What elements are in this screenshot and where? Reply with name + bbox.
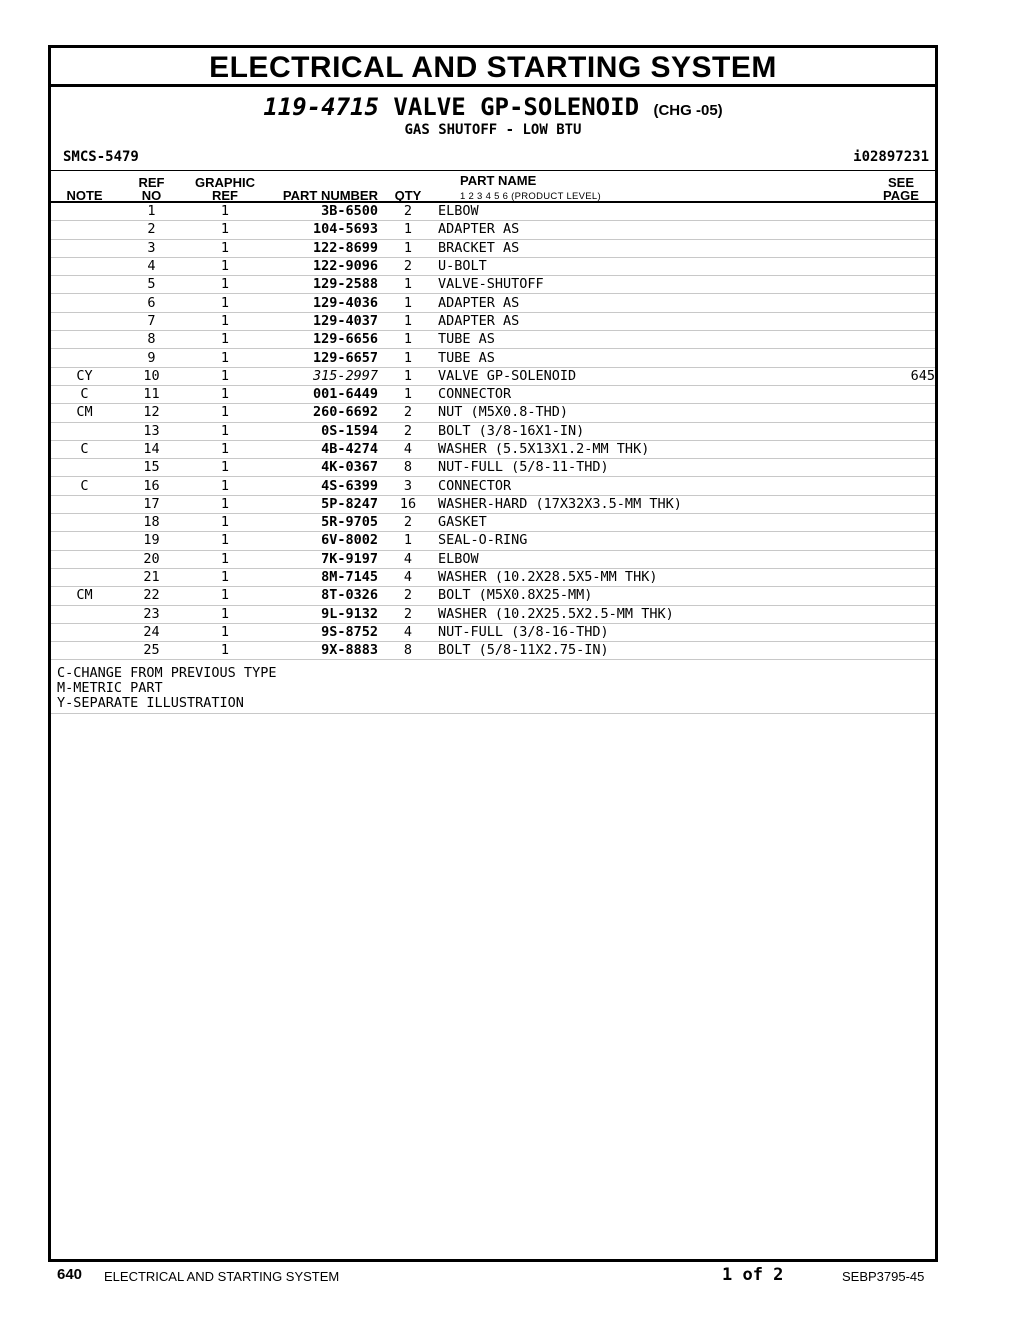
cell-qty: 2 bbox=[378, 587, 438, 605]
cell-part-number: 9X-8883 bbox=[265, 642, 378, 660]
cell-note bbox=[51, 294, 118, 312]
section-title: ELECTRICAL AND STARTING SYSTEM bbox=[51, 48, 935, 87]
cell-qty: 1 bbox=[378, 331, 438, 349]
cell-graphic-ref: 1 bbox=[185, 477, 265, 495]
table-row bbox=[51, 623, 935, 641]
table-row bbox=[51, 550, 935, 568]
table-row bbox=[51, 203, 935, 221]
table-row bbox=[51, 385, 935, 403]
cell-qty: 1 bbox=[378, 385, 438, 403]
table-row bbox=[51, 477, 935, 495]
cell-part-number: 129-4037 bbox=[265, 312, 378, 330]
cell-see-page bbox=[853, 349, 935, 367]
product-levels: 1 2 3 4 5 6 (PRODUCT LEVEL) bbox=[460, 191, 601, 202]
cell-note bbox=[51, 459, 118, 477]
cell-ref-no: 3 bbox=[118, 239, 185, 257]
cell-qty: 2 bbox=[378, 203, 438, 221]
cell-graphic-ref: 1 bbox=[185, 276, 265, 294]
cell-qty: 2 bbox=[378, 422, 438, 440]
cell-graphic-ref: 1 bbox=[185, 422, 265, 440]
group-name: VALVE GP-SOLENOID bbox=[393, 93, 640, 121]
col-ref-top: REF bbox=[138, 175, 165, 190]
col-graphic-bottom: REF bbox=[212, 188, 238, 203]
cell-qty: 4 bbox=[378, 440, 438, 458]
cell-graphic-ref: 1 bbox=[185, 203, 265, 221]
cell-qty: 1 bbox=[378, 532, 438, 550]
cell-note bbox=[51, 349, 118, 367]
cell-note bbox=[51, 331, 118, 349]
cell-part-number: 5R-9705 bbox=[265, 514, 378, 532]
cell-graphic-ref: 1 bbox=[185, 294, 265, 312]
cell-see-page bbox=[853, 312, 935, 330]
cell-part-number: 001-6449 bbox=[265, 385, 378, 403]
cell-ref-no: 13 bbox=[118, 422, 185, 440]
cell-note bbox=[51, 550, 118, 568]
cell-qty: 1 bbox=[378, 276, 438, 294]
table-row bbox=[51, 642, 935, 660]
cell-graphic-ref: 1 bbox=[185, 257, 265, 275]
cell-graphic-ref: 1 bbox=[185, 385, 265, 403]
cell-part-number: 129-6657 bbox=[265, 349, 378, 367]
cell-part-name: WASHER (5.5X13X1.2-MM THK) bbox=[438, 440, 853, 458]
cell-ref-no: 16 bbox=[118, 477, 185, 495]
cell-part-name: WASHER (10.2X25.5X2.5-MM THK) bbox=[438, 605, 853, 623]
cell-note bbox=[51, 495, 118, 513]
table-row bbox=[51, 221, 935, 239]
cell-note bbox=[51, 239, 118, 257]
note-separate-illustration: Y-SEPARATE ILLUSTRATION bbox=[57, 695, 244, 711]
cell-part-name: BOLT (M5X0.8X25-MM) bbox=[438, 587, 853, 605]
cell-graphic-ref: 1 bbox=[185, 331, 265, 349]
cell-qty: 2 bbox=[378, 257, 438, 275]
cell-ref-no: 8 bbox=[118, 331, 185, 349]
cell-part-name: ADAPTER AS bbox=[438, 221, 853, 239]
col-part-name: PART NAME bbox=[460, 173, 537, 188]
cell-qty: 3 bbox=[378, 477, 438, 495]
cell-part-name: ELBOW bbox=[438, 203, 853, 221]
cell-note bbox=[51, 514, 118, 532]
table-row bbox=[51, 568, 935, 586]
table-row bbox=[51, 294, 935, 312]
cell-part-number: 129-2588 bbox=[265, 276, 378, 294]
cell-part-name: NUT-FULL (3/8-16-THD) bbox=[438, 623, 853, 641]
cell-ref-no: 17 bbox=[118, 495, 185, 513]
cell-part-name: ADAPTER AS bbox=[438, 294, 853, 312]
cell-qty: 1 bbox=[378, 367, 438, 385]
cell-part-number: 122-8699 bbox=[265, 239, 378, 257]
cell-see-page bbox=[853, 495, 935, 513]
cell-part-number: 104-5693 bbox=[265, 221, 378, 239]
cell-qty: 1 bbox=[378, 221, 438, 239]
col-see-top: SEE bbox=[887, 175, 914, 190]
cell-part-name: BOLT (5/8-11X2.75-IN) bbox=[438, 642, 853, 660]
cell-part-number: 5P-8247 bbox=[265, 495, 378, 513]
cell-part-name: BOLT (3/8-16X1-IN) bbox=[438, 422, 853, 440]
footer-page-number: 640 bbox=[57, 1266, 83, 1283]
table-row bbox=[51, 514, 935, 532]
cell-qty: 2 bbox=[378, 605, 438, 623]
cell-see-page bbox=[853, 477, 935, 495]
cell-see-page bbox=[853, 587, 935, 605]
cell-qty: 4 bbox=[378, 623, 438, 641]
cell-ref-no: 15 bbox=[118, 459, 185, 477]
smcs-code: SMCS-5479 bbox=[63, 149, 139, 165]
cell-see-page bbox=[853, 642, 935, 660]
table-row bbox=[51, 605, 935, 623]
cell-part-number: 260-6692 bbox=[265, 404, 378, 422]
cell-part-name: TUBE AS bbox=[438, 331, 853, 349]
cell-ref-no: 22 bbox=[118, 587, 185, 605]
cell-graphic-ref: 1 bbox=[185, 404, 265, 422]
cell-ref-no: 18 bbox=[118, 514, 185, 532]
cell-graphic-ref: 1 bbox=[185, 312, 265, 330]
table-row bbox=[51, 459, 935, 477]
table-row bbox=[51, 349, 935, 367]
cell-note bbox=[51, 203, 118, 221]
cell-ref-no: 24 bbox=[118, 623, 185, 641]
cell-note: CM bbox=[51, 587, 118, 605]
cell-graphic-ref: 1 bbox=[185, 495, 265, 513]
cell-graphic-ref: 1 bbox=[185, 623, 265, 641]
col-graphic-top: GRAPHIC bbox=[195, 175, 255, 190]
cell-note bbox=[51, 276, 118, 294]
cell-see-page bbox=[853, 459, 935, 477]
cell-graphic-ref: 1 bbox=[185, 349, 265, 367]
cell-part-name: U-BOLT bbox=[438, 257, 853, 275]
table-row bbox=[51, 495, 935, 513]
cell-graphic-ref: 1 bbox=[185, 532, 265, 550]
cell-ref-no: 5 bbox=[118, 276, 185, 294]
cell-qty: 4 bbox=[378, 568, 438, 586]
cell-part-name: NUT-FULL (5/8-11-THD) bbox=[438, 459, 853, 477]
cell-graphic-ref: 1 bbox=[185, 239, 265, 257]
table-row bbox=[51, 239, 935, 257]
cell-part-name: NUT (M5X0.8-THD) bbox=[438, 404, 853, 422]
cell-graphic-ref: 1 bbox=[185, 587, 265, 605]
cell-see-page bbox=[853, 257, 935, 275]
cell-qty: 2 bbox=[378, 404, 438, 422]
cell-part-number: 4S-6399 bbox=[265, 477, 378, 495]
cell-ref-no: 7 bbox=[118, 312, 185, 330]
cell-see-page bbox=[853, 440, 935, 458]
cell-ref-no: 25 bbox=[118, 642, 185, 660]
cell-note bbox=[51, 605, 118, 623]
col-ref-bottom: NO bbox=[141, 188, 162, 203]
group-subtitle: GAS SHUTOFF - LOW BTU bbox=[404, 122, 582, 138]
cell-see-page bbox=[853, 532, 935, 550]
parts-table bbox=[51, 203, 935, 660]
footer-document-id: SEBP3795-45 bbox=[842, 1269, 925, 1284]
cell-see-page bbox=[853, 550, 935, 568]
cell-see-page bbox=[853, 294, 935, 312]
cell-part-name: WASHER (10.2X28.5X5-MM THK) bbox=[438, 568, 853, 586]
cell-qty: 8 bbox=[378, 459, 438, 477]
cell-part-name: ELBOW bbox=[438, 550, 853, 568]
footer-section: ELECTRICAL AND STARTING SYSTEM bbox=[104, 1269, 340, 1284]
header-rule bbox=[51, 170, 935, 171]
cell-part-name: ADAPTER AS bbox=[438, 312, 853, 330]
cell-part-number: 6V-8002 bbox=[265, 532, 378, 550]
cell-see-page bbox=[853, 404, 935, 422]
cell-see-page bbox=[853, 568, 935, 586]
table-row bbox=[51, 312, 935, 330]
cell-part-number: 3B-6500 bbox=[265, 203, 378, 221]
cell-graphic-ref: 1 bbox=[185, 440, 265, 458]
col-note: NOTE bbox=[66, 188, 103, 203]
cell-ref-no: 23 bbox=[118, 605, 185, 623]
cell-note bbox=[51, 623, 118, 641]
note-metric: M-METRIC PART bbox=[57, 680, 163, 696]
cell-ref-no: 20 bbox=[118, 550, 185, 568]
cell-note bbox=[51, 532, 118, 550]
cell-graphic-ref: 1 bbox=[185, 642, 265, 660]
cell-ref-no: 21 bbox=[118, 568, 185, 586]
table-row bbox=[51, 404, 935, 422]
cell-part-number: 129-4036 bbox=[265, 294, 378, 312]
table-row bbox=[51, 422, 935, 440]
cell-part-number: 315-2997 bbox=[265, 367, 378, 385]
cell-part-name: WASHER-HARD (17X32X3.5-MM THK) bbox=[438, 495, 853, 513]
cell-part-name: VALVE GP-SOLENOID bbox=[438, 367, 853, 385]
table-row bbox=[51, 440, 935, 458]
cell-part-name: CONNECTOR bbox=[438, 385, 853, 403]
cell-qty: 8 bbox=[378, 642, 438, 660]
cell-ref-no: 14 bbox=[118, 440, 185, 458]
cell-part-number: 7K-9197 bbox=[265, 550, 378, 568]
table-row bbox=[51, 532, 935, 550]
cell-part-number: 9S-8752 bbox=[265, 623, 378, 641]
cell-note: C bbox=[51, 385, 118, 403]
cell-note bbox=[51, 221, 118, 239]
cell-ref-no: 10 bbox=[118, 367, 185, 385]
group-number: 119-4715 bbox=[263, 93, 379, 121]
col-qty: QTY bbox=[394, 188, 422, 203]
cell-see-page bbox=[853, 514, 935, 532]
cell-qty: 1 bbox=[378, 349, 438, 367]
cell-qty: 1 bbox=[378, 239, 438, 257]
cell-part-number: 9L-9132 bbox=[265, 605, 378, 623]
cell-part-number: 122-9096 bbox=[265, 257, 378, 275]
cell-note bbox=[51, 642, 118, 660]
cell-ref-no: 9 bbox=[118, 349, 185, 367]
note-change: C-CHANGE FROM PREVIOUS TYPE bbox=[57, 665, 277, 681]
cell-graphic-ref: 1 bbox=[185, 550, 265, 568]
cell-note: CY bbox=[51, 367, 118, 385]
cell-qty: 1 bbox=[378, 312, 438, 330]
cell-see-page bbox=[853, 239, 935, 257]
table-row bbox=[51, 367, 935, 385]
notes-legend bbox=[57, 666, 276, 711]
cell-part-number: 129-6656 bbox=[265, 331, 378, 349]
cell-ref-no: 6 bbox=[118, 294, 185, 312]
cell-graphic-ref: 1 bbox=[185, 367, 265, 385]
cell-qty: 1 bbox=[378, 294, 438, 312]
cell-part-number: 4B-4274 bbox=[265, 440, 378, 458]
cell-part-number: 4K-0367 bbox=[265, 459, 378, 477]
cell-note: C bbox=[51, 477, 118, 495]
cell-graphic-ref: 1 bbox=[185, 605, 265, 623]
cell-see-page bbox=[853, 422, 935, 440]
table-row bbox=[51, 257, 935, 275]
cell-part-name: SEAL-O-RING bbox=[438, 532, 853, 550]
illustration-id: i02897231 bbox=[853, 149, 929, 165]
cell-ref-no: 4 bbox=[118, 257, 185, 275]
page-frame bbox=[48, 45, 938, 1262]
notes-rule bbox=[51, 713, 935, 714]
cell-graphic-ref: 1 bbox=[185, 459, 265, 477]
cell-ref-no: 11 bbox=[118, 385, 185, 403]
cell-part-number: 8M-7145 bbox=[265, 568, 378, 586]
cell-ref-no: 12 bbox=[118, 404, 185, 422]
cell-part-name: VALVE-SHUTOFF bbox=[438, 276, 853, 294]
cell-see-page bbox=[853, 623, 935, 641]
cell-note: CM bbox=[51, 404, 118, 422]
cell-part-name: GASKET bbox=[438, 514, 853, 532]
cell-note bbox=[51, 312, 118, 330]
cell-part-name: BRACKET AS bbox=[438, 239, 853, 257]
cell-note bbox=[51, 568, 118, 586]
col-see-bottom: PAGE bbox=[883, 188, 919, 203]
change-level: (CHG -05) bbox=[653, 102, 723, 119]
cell-graphic-ref: 1 bbox=[185, 568, 265, 586]
cell-see-page bbox=[853, 385, 935, 403]
cell-qty: 16 bbox=[378, 495, 438, 513]
cell-part-name: TUBE AS bbox=[438, 349, 853, 367]
cell-see-page bbox=[853, 276, 935, 294]
cell-note bbox=[51, 422, 118, 440]
cell-see-page bbox=[853, 221, 935, 239]
table-row bbox=[51, 276, 935, 294]
group-title bbox=[51, 93, 935, 121]
cell-ref-no: 2 bbox=[118, 221, 185, 239]
cell-ref-no: 1 bbox=[118, 203, 185, 221]
cell-see-page bbox=[853, 203, 935, 221]
cell-graphic-ref: 1 bbox=[185, 221, 265, 239]
cell-graphic-ref: 1 bbox=[185, 514, 265, 532]
cell-see-page bbox=[853, 605, 935, 623]
table-row bbox=[51, 331, 935, 349]
cell-qty: 2 bbox=[378, 514, 438, 532]
cell-note bbox=[51, 257, 118, 275]
footer-page-of: 1 of 2 bbox=[722, 1265, 784, 1285]
cell-ref-no: 19 bbox=[118, 532, 185, 550]
table-row bbox=[51, 587, 935, 605]
cell-part-number: 8T-0326 bbox=[265, 587, 378, 605]
cell-note: C bbox=[51, 440, 118, 458]
col-part-number: PART NUMBER bbox=[282, 188, 378, 203]
cell-see-page: 645 bbox=[853, 367, 935, 385]
cell-part-name: CONNECTOR bbox=[438, 477, 853, 495]
cell-see-page bbox=[853, 331, 935, 349]
cell-part-number: 0S-1594 bbox=[265, 422, 378, 440]
cell-qty: 4 bbox=[378, 550, 438, 568]
